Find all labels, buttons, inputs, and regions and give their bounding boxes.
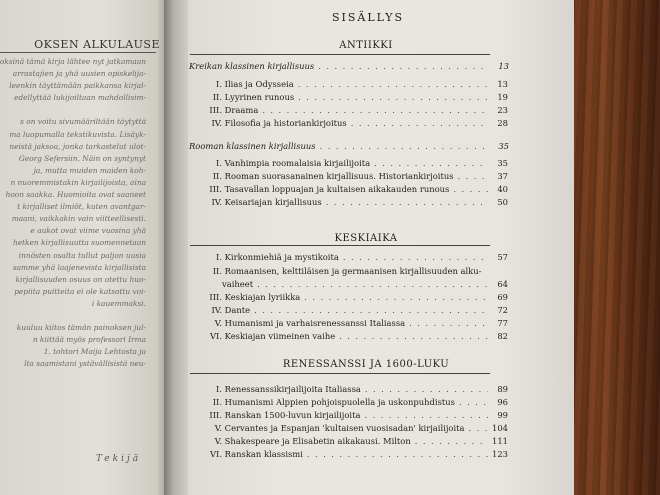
entry-number: V.	[214, 423, 222, 433]
page-number: 13	[497, 79, 508, 89]
toc-entry	[202, 292, 508, 302]
entry-label: Shakespeare ja Elisabetin aikakausi. Milton	[224, 436, 411, 446]
page-number: 69	[497, 292, 508, 302]
entry-number: II.	[212, 171, 222, 181]
entry-label-continuation: vaiheet	[222, 279, 254, 289]
page-number: 35	[497, 158, 508, 168]
entry-label: Humanismi Alppien pohjoispuolella ja uskonpuhdistus	[224, 397, 455, 407]
dot-leader	[343, 252, 488, 262]
preface-line: arrastajien ja yhä uusien opiskelija-	[12, 69, 146, 79]
entry-label: Keskiajan viimeinen vaihe	[224, 331, 336, 341]
page-number: 40	[497, 184, 508, 194]
toc-entry	[202, 436, 508, 446]
page-number: 77	[497, 318, 508, 328]
toc-entry	[202, 79, 508, 89]
page-number: 19	[497, 92, 508, 102]
entry-label: Tasavallan loppuajan ja kultaisen aikakauden runous	[224, 184, 450, 194]
entry-label: Vanhimpia roomalaisia kirjailijoita	[224, 158, 371, 168]
entry-number: VI.	[209, 331, 222, 341]
dot-leader	[307, 449, 488, 459]
entry-label: Ilias ja Odysseia	[224, 79, 294, 89]
page-number: 35	[498, 141, 509, 151]
dot-leader	[304, 292, 488, 302]
page-number: 28	[497, 118, 508, 128]
preface-line: hetken kirjallisuutta suomennetaan	[12, 238, 146, 248]
toc-page	[188, 0, 574, 495]
preface-line: edellyttää lukijoiltaan mahdollisim-	[14, 93, 146, 103]
entry-number: VI.	[209, 449, 222, 459]
dot-leader	[298, 92, 488, 102]
toc-entry	[202, 171, 508, 181]
entry-number: II.	[212, 266, 222, 276]
page-number: 123	[492, 449, 508, 459]
dot-leader	[374, 158, 488, 168]
toc-entry	[202, 105, 508, 115]
entry-label: Humanismi ja varhaisrenessanssi Italiassa	[224, 318, 406, 328]
preface-signature: Tekijä	[96, 454, 142, 464]
toc-entry	[202, 266, 508, 276]
dot-leader	[257, 279, 488, 289]
preface-line: ma luopumalla tekstikuvista. Lisäyk-	[9, 129, 146, 139]
preface-line: n kiittää myös professori Irma	[32, 335, 146, 345]
dot-leader	[409, 318, 488, 328]
section-rule	[190, 54, 490, 55]
dot-leader	[339, 331, 488, 341]
page-number: 13	[498, 61, 509, 71]
toc-title: SISÄLLYS	[331, 11, 405, 24]
toc-entry	[202, 118, 508, 128]
dot-leader	[262, 105, 488, 115]
preface-line: neistä jaksoa, jonka tarkastelut ulot-	[9, 141, 146, 151]
dot-leader	[459, 397, 488, 407]
dot-leader	[326, 197, 488, 207]
entry-number: III.	[209, 105, 222, 115]
entry-number: I.	[216, 158, 222, 168]
toc-entry	[202, 410, 508, 420]
entry-number: III.	[209, 292, 222, 302]
entry-label: Draama	[224, 105, 259, 115]
dot-leader	[365, 384, 488, 394]
entry-label: Kirkonmiehiä ja mystikoita	[224, 252, 339, 262]
entry-label: Filosofia ja historiankirjoitus	[224, 118, 347, 128]
entry-label: Dante	[224, 305, 251, 315]
dot-leader	[453, 184, 488, 194]
preface-line: samme yhä laajenevista kirjallisista	[12, 262, 146, 272]
page-number: 104	[492, 423, 508, 433]
page-number: 111	[492, 436, 508, 446]
entry-number: II.	[212, 92, 222, 102]
entry-label: Rooman suorasanainen kirjallisuus. Historiankirjoitus	[224, 171, 454, 181]
entry-label: Ranskan klassismi	[224, 449, 303, 459]
wooden-table	[572, 0, 660, 495]
left-page-header: OKSEN ALKULAUSE	[34, 38, 160, 51]
entry-label: Lyyrinen runous	[224, 92, 295, 102]
entry-number: IV.	[211, 118, 222, 128]
preface-line: lta saamistani ystävällisistä neu-	[24, 359, 146, 369]
dot-leader	[415, 436, 488, 446]
page-number: 99	[497, 410, 508, 420]
preface-line: i kauemmaksi.	[91, 298, 146, 308]
toc-entry	[202, 318, 508, 328]
entry-label: Ranskan 1500-luvun kirjailijoita	[224, 410, 361, 420]
entry-number: I.	[216, 79, 222, 89]
preface-line: kuuluu kiitos tämän painoksen jul-	[16, 323, 146, 333]
preface-line: pepiita puitteita ei ole katsottu voi-	[14, 286, 146, 296]
preface-line: leenkin täyttämään paikkansa kirjal-	[9, 81, 146, 91]
page-number: 89	[497, 384, 508, 394]
preface-line	[0, 310, 146, 322]
entry-label: Cervantes ja Espanjan 'kultaisen vuosisadan' kirjailijoita	[224, 423, 465, 433]
preface-text	[0, 56, 146, 370]
entry-number: V.	[214, 436, 222, 446]
subsection-kreikka	[189, 61, 509, 71]
dot-leader	[254, 305, 488, 315]
entry-label: Romaanisen, kelttiläisen ja germaanisen kirjallisuuden alku-	[224, 266, 482, 276]
dot-leader	[298, 79, 488, 89]
preface-line: t kirjalliset ilmiöt, kuten avantgar-	[17, 202, 146, 212]
toc-entry	[202, 197, 508, 207]
entry-number: IV.	[211, 305, 222, 315]
section-heading-antiikki: ANTIIKKI	[339, 40, 393, 51]
entry-number: III.	[209, 184, 222, 194]
dot-leader	[318, 61, 489, 71]
entry-number: I.	[216, 252, 222, 262]
toc-entry	[202, 252, 508, 262]
page-number: 57	[497, 252, 508, 262]
preface-line	[0, 104, 146, 116]
dot-leader	[320, 141, 489, 151]
preface-line: e aukot ovat viime vuosina yhä	[30, 226, 146, 236]
section-heading-renessanssi: RENESSANSSI JA 1600-LUKU	[282, 359, 450, 370]
entry-label: Keisariajan kirjallisuus	[224, 197, 322, 207]
toc-entry	[202, 184, 508, 194]
toc-entry	[202, 305, 508, 315]
toc-entry	[202, 92, 508, 102]
preface-line: hoon saakka. Huomioita ovat saaneet	[5, 190, 146, 200]
subsection-title: Rooman klassinen kirjallisuus	[189, 141, 316, 151]
preface-line: innösten osalta tullut paljon uusia	[18, 250, 146, 260]
toc-entry	[202, 397, 508, 407]
entry-number: V.	[214, 318, 222, 328]
page-number: 96	[497, 397, 508, 407]
preface-line: oksinä tämä kirja lähtee nyt jatkamaan	[0, 57, 146, 66]
toc-entry	[202, 158, 508, 168]
left-page	[0, 0, 170, 495]
preface-line: 1. tohtori Maija Lehtosta ja	[43, 347, 146, 357]
dot-leader	[351, 118, 488, 128]
section-rule	[190, 373, 490, 374]
preface-line: maani, vaikkakin vain viitteellisesti.	[11, 214, 146, 224]
entry-number: IV.	[211, 197, 222, 207]
page-number: 82	[497, 331, 508, 341]
dot-leader	[469, 423, 488, 433]
preface-line: ja, mutta muiden maiden koh-	[33, 165, 146, 175]
toc-entry	[202, 423, 508, 433]
page-number: 72	[497, 305, 508, 315]
dot-leader	[364, 410, 488, 420]
entry-label: Keskiajan lyriikka	[224, 292, 301, 302]
preface-line: n nuoremmistakin kirjailijoista, aina	[10, 177, 146, 187]
preface-line: kirjallisuuden osuus on otettu huo-	[15, 274, 146, 284]
toc-entry	[202, 384, 508, 394]
entry-number: I.	[216, 384, 222, 394]
page-number: 50	[497, 197, 508, 207]
entry-number: II.	[212, 397, 222, 407]
entry-label: Renessanssikirjailijoita Italiassa	[224, 384, 361, 394]
section-heading-keskiaika: KESKIAIKA	[334, 233, 398, 244]
preface-line: Georg Sefersiin. Näin on syntynyt	[18, 153, 146, 163]
preface-line: s on voitu sivumääriltään täytyttä	[20, 117, 146, 127]
section-rule	[190, 245, 490, 246]
subsection-rooma	[189, 141, 509, 151]
page-number: 64	[497, 279, 508, 289]
entry-number: III.	[209, 410, 222, 420]
toc-entry	[202, 331, 508, 341]
toc-entry	[202, 449, 508, 459]
dot-leader	[458, 171, 488, 181]
subsection-title: Kreikan klassinen kirjallisuus	[189, 61, 315, 71]
page-number: 37	[497, 171, 508, 181]
toc-entry-continuation	[222, 279, 508, 289]
page-number: 23	[497, 105, 508, 115]
left-header-rule	[0, 52, 156, 53]
